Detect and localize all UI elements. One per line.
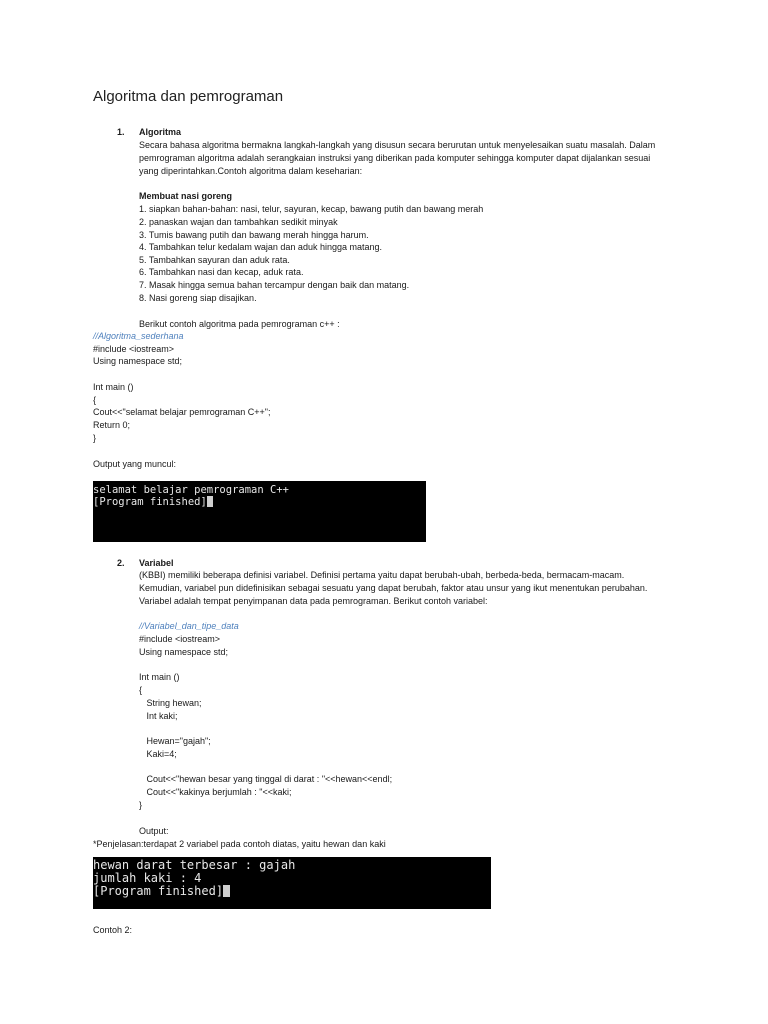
code-line: Return 0; xyxy=(93,420,131,430)
code-line: Cout<<"kakinya berjumlah : "<<kaki; xyxy=(139,787,292,797)
code-line: } xyxy=(139,800,143,810)
code-line: Int main () xyxy=(93,382,134,392)
terminal-line: [Program finished] xyxy=(93,884,224,898)
code-line: #include <iostream> xyxy=(139,634,221,644)
output-label: Output: xyxy=(139,826,169,836)
explanation-text: *Penjelasan:terdapat 2 variabel pada contoh diatas, yaitu hewan dan kaki xyxy=(93,839,386,849)
cursor-block xyxy=(223,885,230,897)
section-1-heading: Algoritma xyxy=(139,127,182,137)
code-line: Using namespace std; xyxy=(139,647,229,657)
terminal-line: hewan darat terbesar : gajah xyxy=(93,858,296,872)
list-item: 1. siapkan bahan-bahan: nasi, telur, sayuran, kecap, bawang putih dan bawang merah xyxy=(139,204,484,214)
list-item: 6. Tambahkan nasi dan kecap, aduk rata. xyxy=(139,267,304,277)
list-item: 4. Tambahkan telur kedalam wajan dan aduk hingga matang. xyxy=(139,242,382,252)
section-2-heading: Variabel xyxy=(139,558,174,568)
output-label: Output yang muncul: xyxy=(93,459,177,469)
code-line: #include <iostream> xyxy=(93,344,175,354)
intro-text: Berikut contoh algoritma pada pemrograman c++ : xyxy=(139,319,340,329)
code-line: Int kaki; xyxy=(139,711,178,721)
page-title: Algoritma dan pemrograman xyxy=(93,88,284,105)
paragraph-line: pemrograman algoritma adalah serangkaian instruksi yang diberikan pada komputer sehingga komputer dapat dijalankan sesuai xyxy=(139,153,651,163)
paragraph-line: Secara bahasa algoritma bermakna langkah-langkah yang disusun secara berurutan untuk menyelesaikan suatu masalah. Dalam xyxy=(139,140,656,150)
code-line: Int main () xyxy=(139,672,180,682)
terminal-output xyxy=(93,481,426,542)
code-line: { xyxy=(139,685,143,695)
code-line: { xyxy=(93,395,97,405)
list-item: 8. Nasi goreng siap disajikan. xyxy=(139,293,257,303)
code-comment: //Variabel_dan_tipe_data xyxy=(139,621,239,631)
terminal-line: jumlah kaki : 4 xyxy=(93,871,202,885)
paragraph-line: yang diperintahkan.Contoh algoritma dalam keseharian: xyxy=(139,166,363,176)
section-1-number: 1. xyxy=(117,127,125,137)
section-2-number: 2. xyxy=(117,558,125,568)
cursor-block xyxy=(207,496,213,507)
subheading: Membuat nasi goreng xyxy=(139,191,233,201)
terminal-output xyxy=(93,857,491,909)
code-line: Kaki=4; xyxy=(139,749,177,759)
list-item: 7. Masak hingga semua bahan tercampur dengan baik dan matang. xyxy=(139,280,410,290)
code-line: Hewan="gajah"; xyxy=(139,736,211,746)
list-item: 5. Tambahkan sayuran dan aduk rata. xyxy=(139,255,290,265)
code-comment: //Algoritma_sederhana xyxy=(93,331,184,341)
code-line: } xyxy=(93,433,97,443)
list-item: 3. Tumis bawang putih dan bawang merah hingga harum. xyxy=(139,230,369,240)
list-item: 2. panaskan wajan dan tambahkan sedikit minyak xyxy=(139,217,338,227)
terminal-line: selamat belajar pemrograman C++ xyxy=(93,484,289,496)
code-line: Using namespace std; xyxy=(93,356,183,366)
footer-text: Contoh 2: xyxy=(93,925,133,935)
paragraph-line: (KBBI) memiliki beberapa definisi variabel. Definisi pertama yaitu dapat berubah-ubah, berbeda-beda, bermacam-macam. xyxy=(139,570,625,580)
code-line: Cout<<"selamat belajar pemrograman C++"; xyxy=(93,407,271,417)
paragraph-line: Kemudian, variabel pun didefinisikan sebagai sesuatu yang dapat berubah, faktor atau unsur yang ikut menentukan perubahan. xyxy=(139,583,648,593)
code-line: Cout<<"hewan besar yang tinggal di darat : "<<hewan<<endl; xyxy=(139,774,393,784)
code-line: String hewan; xyxy=(139,698,202,708)
terminal-line: [Program finished] xyxy=(93,496,207,508)
paragraph-line: Variabel adalah tempat penyimpanan data pada pemrograman. Berikut contoh variabel: xyxy=(139,596,488,606)
